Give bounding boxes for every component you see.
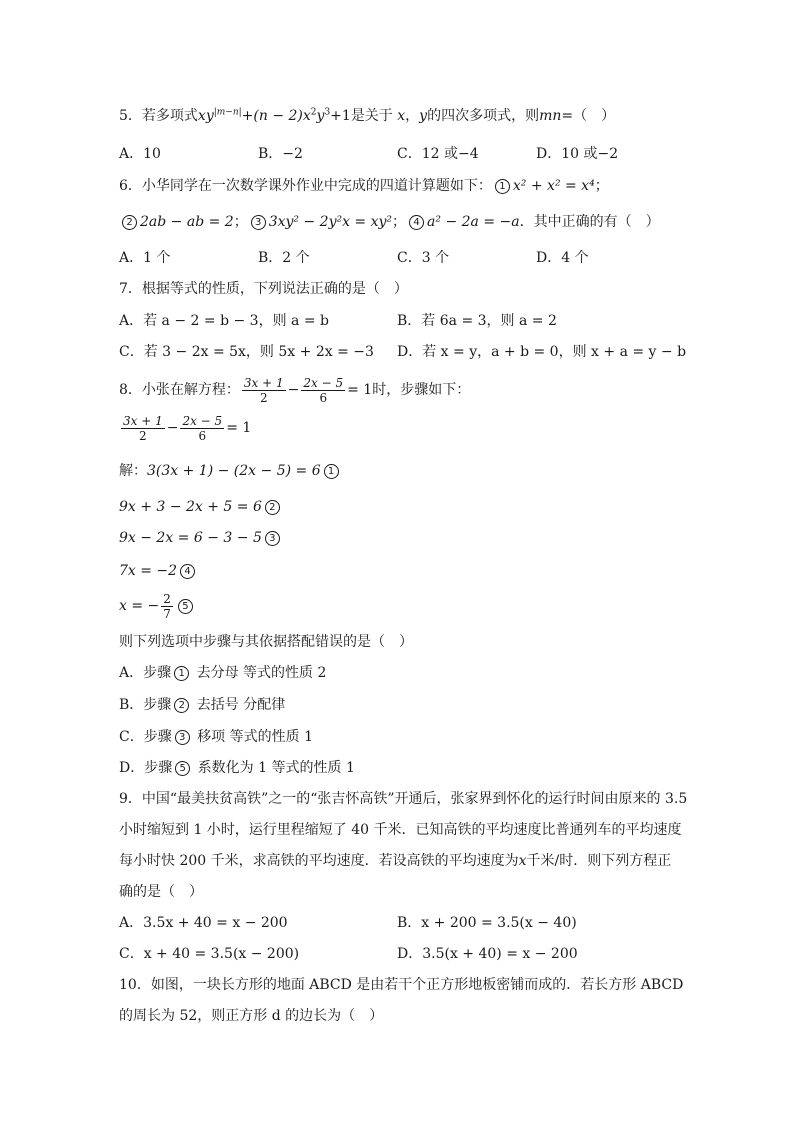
q10-line2: 的周长为 52，则正方形 d 的边长为（ ）: [119, 1008, 384, 1024]
circled-number-3: 3: [251, 215, 266, 230]
q9-line3: [119, 851, 671, 871]
circled-number-5: 5: [178, 599, 193, 614]
q5-var-y: y: [419, 108, 428, 124]
q5-suffix: 的四次多项式，则: [427, 108, 540, 124]
q6-eq1: x² + x² = x⁴: [512, 178, 595, 194]
q6-option-a[interactable]: A．1 个: [119, 250, 171, 266]
circled-number-2: 2: [122, 215, 137, 230]
q7-stem: 7．根据等式的性质，下列说法正确的是（ ）: [119, 281, 408, 297]
q8-stem-pre: 8．小张在解方程：: [119, 382, 240, 398]
q5-end: =（ ）: [561, 108, 616, 124]
q6-line1: 6．小华同学在一次数学课外作业中完成的四道计算题如下：: [119, 178, 492, 194]
q5-var-x: x: [397, 108, 406, 124]
circled-number-5: 5: [175, 761, 190, 776]
q6-semi: ；: [233, 214, 248, 230]
q6-option-b[interactable]: B．2 个: [258, 250, 310, 266]
q8-s5-fraction: [161, 592, 173, 621]
q9-line3-post: 千米/时．则下列方程正: [526, 853, 672, 869]
circled-number-1: 1: [495, 179, 510, 194]
q8-step-4: [119, 561, 198, 581]
q8-f1-den: 2: [259, 390, 268, 405]
q5-exp1: 2: [310, 107, 317, 118]
q5-poly-exp: |m−n|: [213, 107, 242, 118]
q8-eq-f2-den: 6: [198, 428, 207, 443]
q5-middle: 是关于: [350, 108, 393, 124]
q5-exp2: 3: [324, 107, 331, 118]
q5-option-b[interactable]: B．−2: [258, 146, 303, 162]
q8-equation: [119, 410, 251, 446]
q8-d-rest: 系数化为 1 等式的性质 1: [197, 760, 355, 776]
q8-f1-num: 3x + 1: [243, 375, 284, 390]
q8-eq-minus: −: [166, 420, 179, 436]
q8-eq-f1-num: 3x + 1: [123, 413, 163, 428]
q8-fraction-1: [242, 376, 286, 405]
q6-semi: ；: [392, 214, 407, 230]
circled-number-3: 3: [175, 730, 190, 745]
q5-poly: xy: [197, 108, 214, 124]
q9-option-b[interactable]: B．x + 200 = 3.5(x − 40): [397, 915, 577, 931]
q7-option-a[interactable]: A．若 a − 2 = b − 3，则 a = b: [119, 313, 329, 329]
q5-poly-rest: +(n − 2)x: [241, 108, 311, 124]
q8-option-b[interactable]: [119, 695, 285, 715]
q6-option-d[interactable]: D．4 个: [536, 250, 589, 266]
q8-minus: −: [287, 382, 300, 398]
q6-semi: ；: [594, 178, 609, 194]
q8-s5-den: 7: [163, 606, 171, 621]
q9-line3-x: x: [518, 853, 527, 869]
q8-eq-fraction-1: [121, 414, 165, 443]
q8-s2: 9x + 3 − 2x + 5 = 6: [119, 499, 262, 515]
q8-s3: 9x − 2x = 6 − 3 − 5: [119, 530, 262, 546]
q8-option-c[interactable]: [119, 727, 313, 747]
q8-c-label: C．步骤: [119, 729, 172, 745]
q8-eq-equals-one: = 1: [226, 420, 252, 436]
q8-s1: 3(3x + 1) − (2x − 5) = 6: [147, 463, 321, 479]
q6-eq3: 3xy² − 2y²x = xy²: [268, 214, 393, 230]
q6-stem-line2: [119, 212, 660, 232]
q8-step-3: [119, 528, 283, 548]
q8-b-label: B．步骤: [119, 697, 172, 713]
circled-number-3: 3: [265, 531, 280, 546]
q5-poly-end: +1: [330, 108, 351, 124]
q6-tail: ．其中正确的有（ ）: [519, 214, 660, 230]
q8-stem: [119, 372, 470, 408]
q10-line1: 10．如图，一块长方形的地面 ABCD 是由若干个正方形地板密铺而成的．若长方形 ABCD: [119, 977, 684, 993]
q7-option-b[interactable]: B．若 6a = 3，则 a = 2: [397, 313, 557, 329]
q6-eq4: a² − 2a = −a: [427, 214, 520, 230]
q8-a-label: A．步骤: [119, 665, 172, 681]
q5-comma: ，: [405, 108, 420, 124]
q8-s4: 7x = −2: [119, 563, 178, 579]
q8-f2-num: 2x − 5: [303, 375, 344, 390]
q8-option-d[interactable]: [119, 758, 355, 778]
circled-number-4: 4: [180, 564, 195, 579]
circled-number-2: 2: [174, 698, 189, 713]
q5-prefix: 5．若多项式: [119, 108, 198, 124]
q8-d-label: D．步骤: [119, 760, 173, 776]
q6-stem-line1: [119, 176, 609, 196]
q6-option-c[interactable]: C．3 个: [397, 250, 450, 266]
q9-line3-pre: 每小时快 200 千米，求高铁的平均速度．若设高铁的平均速度为: [119, 853, 519, 869]
circled-number-1: 1: [324, 464, 339, 479]
q8-fraction-2: [301, 376, 345, 405]
q8-stem-post: 时，步骤如下：: [372, 382, 471, 398]
circled-number-4: 4: [409, 215, 424, 230]
q5-option-d[interactable]: D．10 或−2: [536, 146, 619, 162]
q7-option-c[interactable]: C．若 3 − 2x = 5x，则 5x + 2x = −3: [119, 344, 374, 360]
q5-option-c[interactable]: C．12 或−4: [397, 146, 479, 162]
circled-number-2: 2: [265, 500, 280, 515]
q8-f2-den: 6: [319, 390, 328, 405]
q8-a-rest: 去分母 等式的性质 2: [196, 665, 327, 681]
q8-step-5: [119, 588, 196, 624]
q9-option-c[interactable]: C．x + 40 = 3.5(x − 200): [119, 946, 300, 962]
q8-s5-pre: x = −: [119, 598, 160, 614]
q8-c-rest: 移项 等式的性质 1: [197, 729, 313, 745]
q5-mn: mn: [539, 108, 562, 124]
q8-question: 则下列选项中步骤与其依据搭配错误的是（ ）: [119, 634, 413, 650]
q9-option-d[interactable]: D．3.5(x + 40) = x − 200: [397, 946, 578, 962]
q8-s5-num: 2: [163, 591, 171, 606]
q8-option-a[interactable]: [119, 663, 326, 683]
q8-step-1: [119, 461, 342, 481]
circled-number-1: 1: [174, 666, 189, 681]
q8-eq-f2-num: 2x − 5: [182, 413, 223, 428]
q8-sol-label: 解：: [119, 463, 147, 479]
q9-line4: 确的是（ ）: [119, 884, 203, 900]
q8-eq-f1-den: 2: [139, 428, 147, 443]
q8-b-rest: 去括号 分配律: [196, 697, 286, 713]
q8-step-2: [119, 497, 283, 517]
q6-eq2: 2ab − ab = 2: [140, 214, 234, 230]
q7-option-d[interactable]: D．若 x = y，a + b = 0，则 x + a = y − b: [397, 344, 687, 360]
q9-option-a[interactable]: A．3.5x + 40 = x − 200: [119, 915, 288, 931]
q5-y: y: [316, 108, 325, 124]
q8-eq-one: = 1: [347, 382, 373, 398]
q9-line2: 小时缩短到 1 小时，运行里程缩短了 40 千米．已知高铁的平均速度比普通列车的平均速度: [119, 822, 682, 838]
q5-stem: [119, 106, 615, 126]
q8-eq-fraction-2: [180, 414, 224, 443]
q5-option-a[interactable]: A．10: [119, 146, 161, 162]
q9-line1: 9．中国“最美扶贫高铁”之一的“张吉怀高铁”开通后，张家界到怀化的运行时间由原来的 3.5: [119, 791, 688, 807]
